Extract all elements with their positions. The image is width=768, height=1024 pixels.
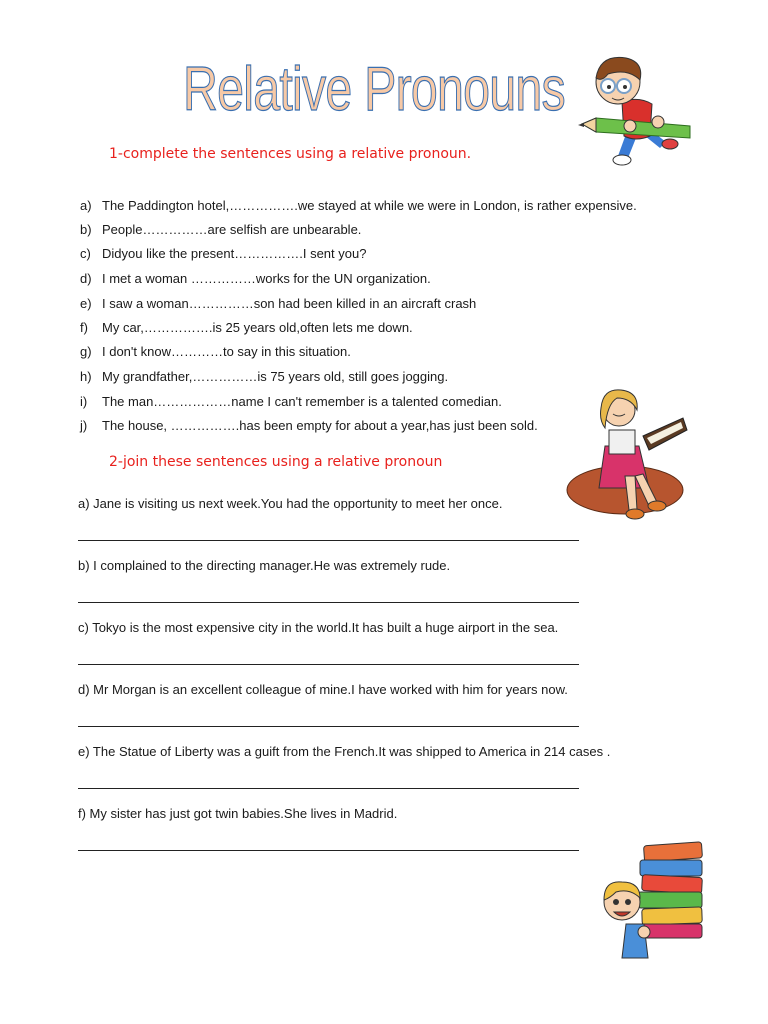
list-item: i) The man………………name I can't remember is a talented comedian. xyxy=(80,394,502,409)
answer-line[interactable] xyxy=(78,540,579,541)
answer-line[interactable] xyxy=(78,664,579,665)
list-item: f) My sister has just got twin babies.She lives in Madrid. xyxy=(78,806,398,821)
girl-carrying-books-icon xyxy=(600,840,712,962)
section-2-heading: 2-join these sentences using a relative pronoun xyxy=(109,454,443,470)
list-item: c) Didyou like the present…………….I sent you? xyxy=(80,246,367,261)
list-item: d) Mr Morgan is an excellent colleague of mine.I have worked with him for years now. xyxy=(78,682,568,697)
list-item: e) The Statue of Liberty was a guift from the French.It was shipped to America in 214 cases . xyxy=(78,744,611,759)
list-item: f) My car,…………….is 25 years old,often lets me down. xyxy=(80,320,413,335)
list-item: a) The Paddington hotel,…………….we stayed at while we were in London, is rather expensive. xyxy=(80,198,637,213)
list-item: c) Tokyo is the most expensive city in the world.It has built a huge airport in the sea. xyxy=(78,620,559,635)
page-title: Relative Pronouns xyxy=(183,55,565,124)
answer-line[interactable] xyxy=(78,850,579,851)
answer-line[interactable] xyxy=(78,602,579,603)
list-item: b) People……………are selfish are unbearable. xyxy=(80,222,362,237)
list-item: g) I don't know…………to say in this situation. xyxy=(80,344,351,359)
girl-reading-book-icon xyxy=(565,384,691,530)
list-item: h) My grandfather,……………is 75 years old, still goes jogging. xyxy=(80,369,449,384)
answer-line[interactable] xyxy=(78,726,579,727)
answer-line[interactable] xyxy=(78,788,579,789)
section-1-heading: 1-complete the sentences using a relative pronoun. xyxy=(109,146,472,162)
list-item: e) I saw a woman……………son had been killed in an aircraft crash xyxy=(80,296,477,311)
list-item: b) I complained to the directing manager.He was extremely rude. xyxy=(78,558,451,573)
list-item: j) The house, …………….has been empty for about a year,has just been sold. xyxy=(80,418,538,433)
list-item: d) I met a woman ……………works for the UN organization. xyxy=(80,271,431,286)
list-item: a) Jane is visiting us next week.You had the opportunity to meet her once. xyxy=(78,496,503,511)
boy-with-pencil-icon xyxy=(578,52,694,170)
